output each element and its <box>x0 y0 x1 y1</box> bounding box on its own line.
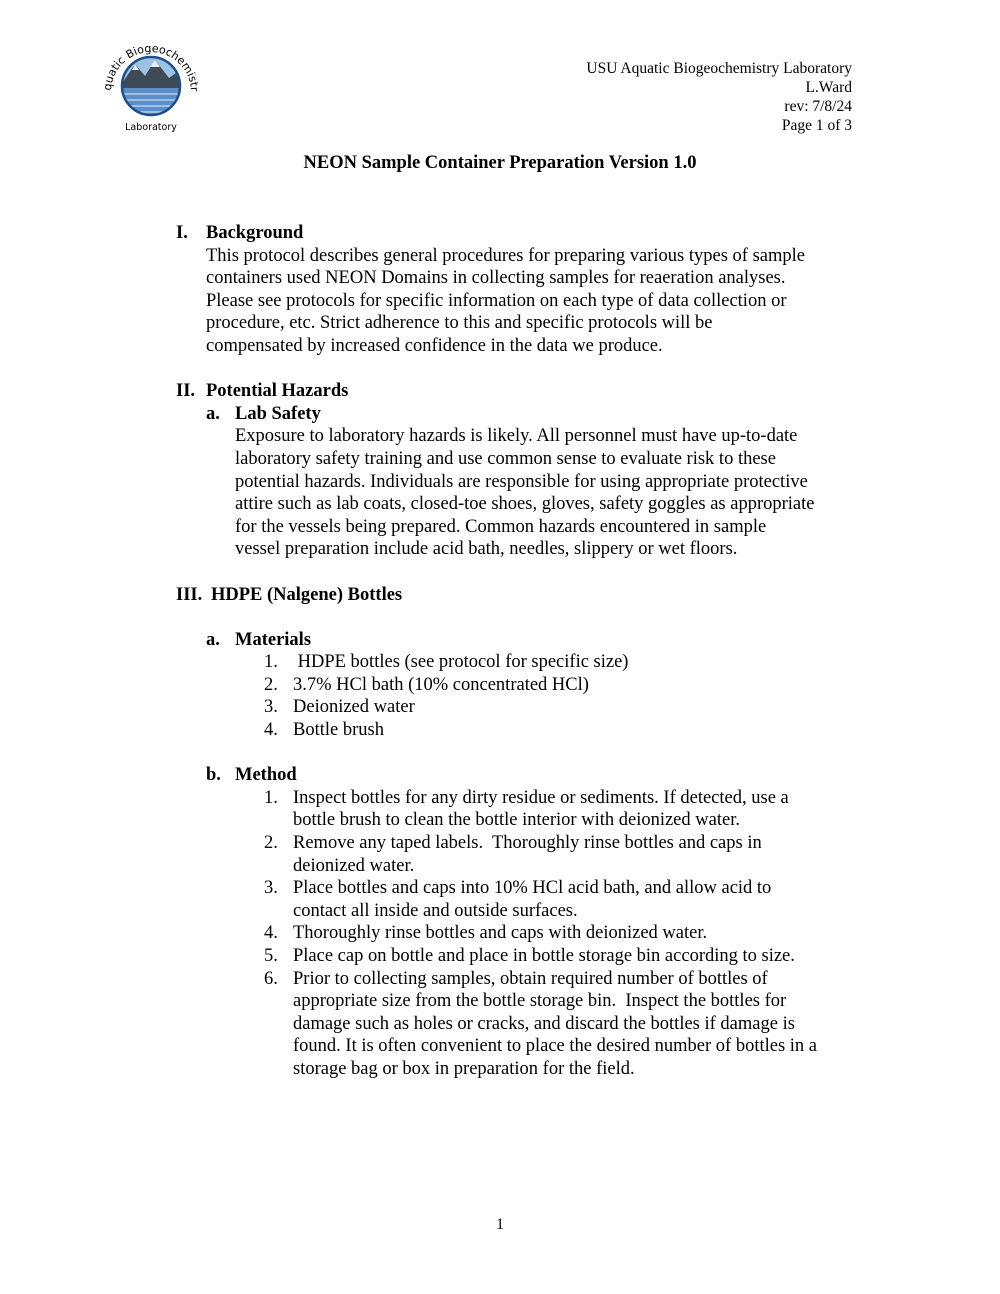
logo-top-text: quatic Biogeochemistr <box>100 41 202 92</box>
paragraph-line: attire such as lab coats, closed-toe shoes, gloves, safety goggles as appropriate <box>235 494 815 515</box>
list-item <box>176 968 866 1081</box>
list-item-line: contact all inside and outside surfaces. <box>293 900 578 921</box>
list-item-line: Deionized water <box>293 697 415 718</box>
lab-logo <box>97 30 205 138</box>
subsection-letter: a. <box>206 403 220 424</box>
list-item-number: 1. <box>264 787 278 808</box>
subsection-title: Materials <box>235 629 312 650</box>
list-item-number: 4. <box>264 720 278 741</box>
list-item-line: Prior to collecting samples, obtain required number of bottles of <box>293 968 768 989</box>
logo-bottom-text: Laboratory <box>125 122 177 133</box>
list-item-text <box>293 945 866 968</box>
list-item-line: bottle brush to clean the bottle interior with deionized water. <box>293 810 740 831</box>
list-item-text <box>293 674 866 697</box>
list-item <box>176 877 866 922</box>
paragraph-line: This protocol describes general procedures for preparing various types of sample <box>206 245 805 266</box>
paragraph-line: procedure, etc. Strict adherence to this and specific protocols will be <box>206 313 713 334</box>
list-item-text <box>293 696 866 719</box>
list-item-number: 5. <box>264 946 278 966</box>
document-header <box>586 59 852 135</box>
paragraph-line: vessel preparation include acid bath, needles, slippery or wet floors. <box>235 539 738 560</box>
section-number: II. <box>176 381 196 402</box>
section-heading-hazards <box>176 380 866 403</box>
subsection-heading-method <box>206 764 866 787</box>
list-item-line: Thoroughly rinse bottles and caps with deionized water. <box>293 923 708 944</box>
header-revision: rev: 7/8/24 <box>784 98 852 115</box>
paragraph-line: Please see protocols for specific information on each type of data collection or <box>206 290 787 311</box>
list-item-number: 6. <box>264 968 278 989</box>
list-item-line: Place bottles and caps into 10% HCl acid bath, and allow acid to <box>293 878 772 899</box>
list-item-line: storage bag or box in preparation for the field. <box>293 1058 635 1079</box>
list-item <box>176 674 866 697</box>
section-number: I. <box>176 223 188 243</box>
background-paragraph <box>176 245 866 358</box>
list-item-line: Inspect bottles for any dirty residue or sediments. If detected, use a <box>293 787 789 808</box>
list-item-text <box>293 651 866 674</box>
list-item <box>176 922 866 945</box>
subsection-letter: b. <box>206 765 221 786</box>
subsection-title: Lab Safety <box>235 403 321 424</box>
method-list <box>176 787 866 1081</box>
paragraph-line: potential hazards. Individuals are responsible for using appropriate protective <box>235 471 808 492</box>
list-item-number: 4. <box>264 923 278 944</box>
list-item <box>176 651 866 674</box>
list-item-text <box>293 922 866 945</box>
section-heading-hdpe <box>176 584 866 607</box>
list-item-line: damage such as holes or cracks, and discard the bottles if damage is <box>293 1013 795 1034</box>
header-page: Page 1 of 3 <box>781 117 852 134</box>
list-item-line: deionized water. <box>293 855 415 876</box>
section-title: Background <box>206 223 304 243</box>
document-title: NEON Sample Container Preparation Version 1.0 <box>303 153 697 173</box>
subsection-title: Method <box>235 765 297 786</box>
list-item-line: appropriate size from the bottle storage bin. Inspect the bottles for <box>293 991 787 1012</box>
list-item-number: 2. <box>264 833 278 854</box>
list-item-line: found. It is often convenient to place the desired number of bottles in a <box>293 1036 818 1057</box>
paragraph-line: compensated by increased confidence in the data we produce. <box>206 335 663 356</box>
list-item <box>176 832 866 877</box>
list-item-line: Remove any taped labels. Thoroughly rinse bottles and caps in <box>293 833 762 854</box>
subsection-heading-lab-safety <box>206 403 866 426</box>
list-item-number: 1. <box>264 652 278 673</box>
list-item <box>176 787 866 832</box>
list-item-line: Place cap on bottle and place in bottle storage bin according to size. <box>293 946 795 966</box>
paragraph-line: for the vessels being prepared. Common hazards encountered in sample <box>235 516 767 537</box>
list-item-number: 3. <box>264 697 278 718</box>
list-item-number: 2. <box>264 674 278 695</box>
section-heading-background <box>176 222 866 245</box>
subsection-heading-materials <box>206 629 866 652</box>
list-item-line: HDPE bottles (see protocol for specific size) <box>293 652 629 673</box>
section-number: III. <box>176 584 203 605</box>
paragraph-line: Exposure to laboratory hazards is likely. All personnel must have up-to-date <box>235 426 798 447</box>
list-item-text <box>293 877 866 922</box>
list-item-text <box>293 968 866 1081</box>
list-item-line: 3.7% HCl bath (10% concentrated HCl) <box>293 674 589 695</box>
section-title: Potential Hazards <box>206 381 349 402</box>
page-number: 1 <box>496 1216 504 1233</box>
list-item <box>176 945 866 968</box>
list-item-text <box>293 832 866 877</box>
materials-list <box>176 651 866 741</box>
paragraph-line: containers used NEON Domains in collecting samples for reaeration analyses. <box>206 268 786 289</box>
header-author: L.Ward <box>805 79 852 96</box>
header-lab-name: USU Aquatic Biogeochemistry Laboratory <box>586 60 852 77</box>
list-item-text <box>293 719 866 742</box>
subsection-letter: a. <box>206 629 220 650</box>
list-item-text <box>293 787 866 832</box>
list-item-line: Bottle brush <box>293 720 384 741</box>
list-item <box>176 719 866 742</box>
document-body <box>176 222 866 1081</box>
section-title: HDPE (Nalgene) Bottles <box>211 584 403 605</box>
list-item <box>176 696 866 719</box>
paragraph-line: laboratory safety training and use common sense to evaluate risk to these <box>235 448 776 469</box>
list-item-number: 3. <box>264 878 278 899</box>
lab-safety-paragraph <box>176 425 866 561</box>
